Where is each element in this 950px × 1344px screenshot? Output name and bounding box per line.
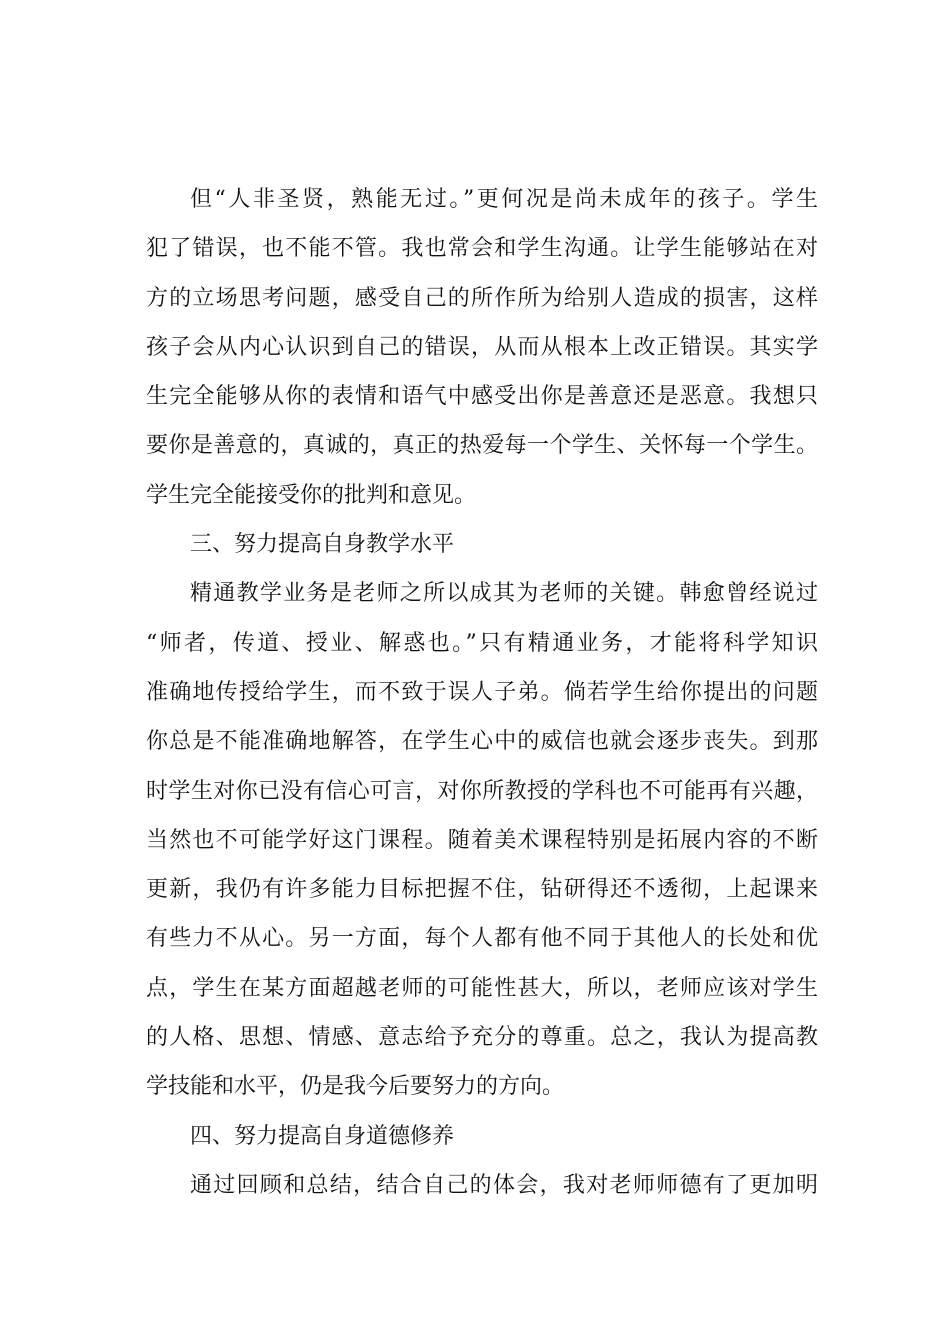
text-line: 有些力不从心。另一方面，每个人都有他不同于其他人的长处和优	[146, 926, 818, 952]
document-body	[146, 175, 818, 1210]
text-line: 犯了错误，也不能不管。我也常会和学生沟通。让学生能够站在对	[146, 236, 818, 262]
text-line: 方的立场思考问题，感受自己的所作所为给别人造成的损害，这样	[146, 285, 818, 311]
text-line: 时学生对你已没有信心可言，对你所教授的学科也不可能再有兴趣，	[146, 778, 818, 804]
text-line: 学生完全能接受你的批判和意见。	[146, 482, 477, 508]
text-line: 但“人非圣贤，熟能无过。”更何况是尚未成年的孩子。学生	[190, 187, 818, 212]
text-line: 通过回顾和总结，结合自己的体会，我对老师师德有了更加明	[190, 1172, 818, 1198]
text-line: 的人格、思想、情感、意志给予充分的尊重。总之，我认为提高教	[146, 1025, 818, 1051]
text-line: 学技能和水平，仍是我今后要努力的方向。	[146, 1074, 565, 1100]
text-line: 要你是善意的，真诚的，真正的热爱每一个学生、关怀每一个学生。	[146, 433, 818, 459]
text-line: 更新，我仍有许多能力目标把握不住，钻研得还不透彻，上起课来	[146, 877, 818, 903]
text-line: 点，学生在某方面超越老师的可能性甚大，所以，老师应该对学生	[146, 975, 818, 1001]
section-heading: 三、努力提高自身教学水平	[190, 532, 455, 558]
text-line: “师者，传道、授业、解惑也。”只有精通业务，才能将科学知识	[146, 630, 818, 656]
text-line: 准确地传授给学生，而不致于误人子弟。倘若学生给你提出的问题	[146, 679, 818, 705]
section-heading: 四、努力提高自身道德修养	[190, 1123, 455, 1149]
text-line: 当然也不可能学好这门课程。随着美术课程特别是拓展内容的不断	[146, 827, 818, 853]
text-line: 孩子会从内心认识到自己的错误，从而从根本上改正错误。其实学	[146, 334, 818, 360]
text-line: 精通教学业务是老师之所以成其为老师的关键。韩愈曾经说过	[190, 581, 818, 607]
text-line: 你总是不能准确地解答，在学生心中的威信也就会逐步丧失。到那	[146, 729, 818, 755]
text-line: 生完全能够从你的表情和语气中感受出你是善意还是恶意。我想只	[146, 384, 818, 410]
